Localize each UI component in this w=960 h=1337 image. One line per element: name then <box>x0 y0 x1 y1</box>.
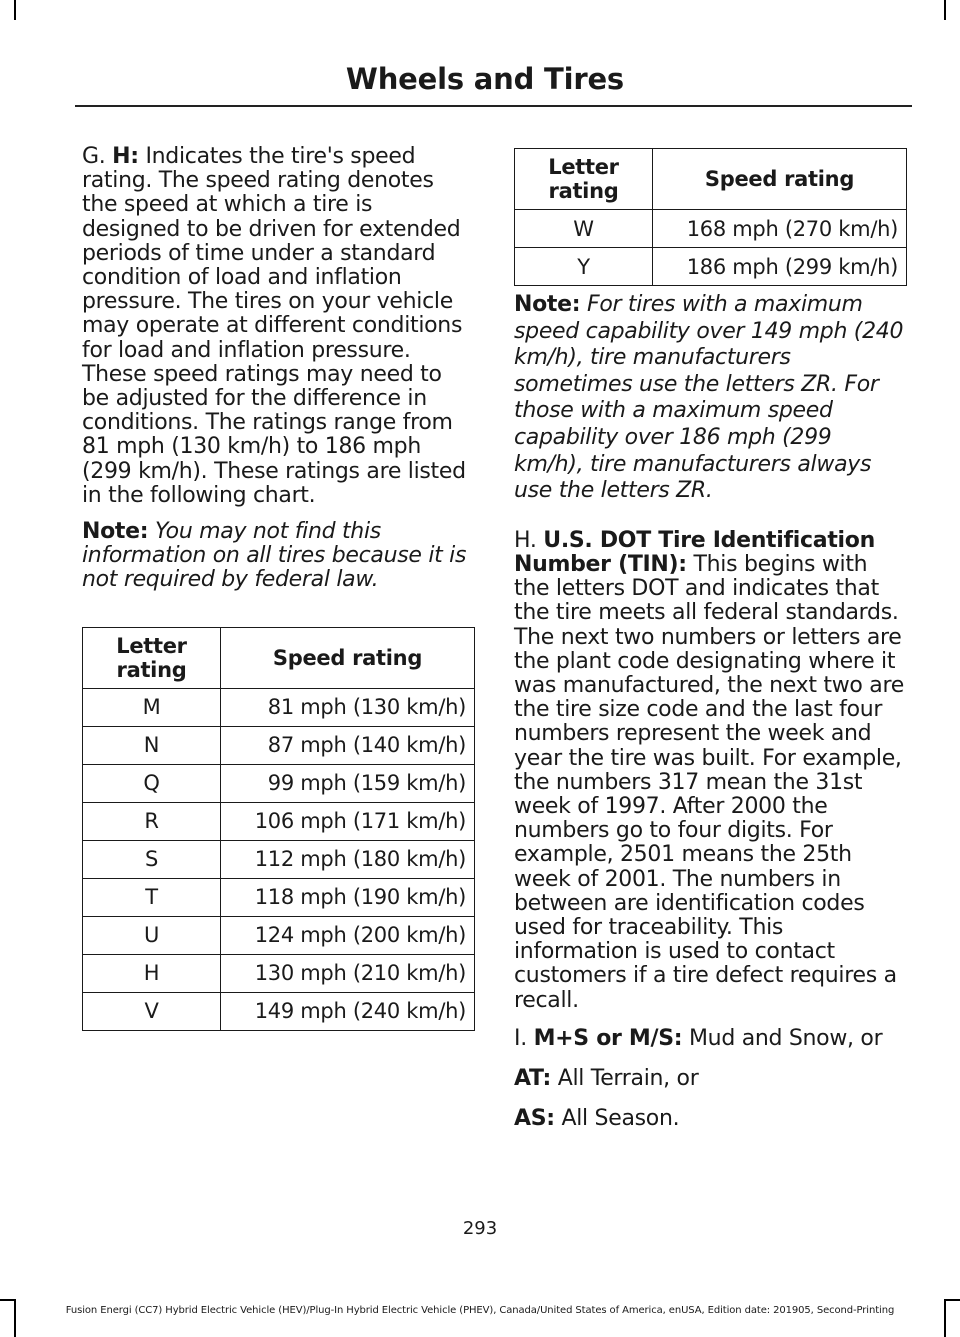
table-row <box>515 210 907 248</box>
page-number: 293 <box>462 1218 498 1239</box>
speed-cell: 112 mph (180 km/h) <box>221 840 475 878</box>
table-row <box>83 916 475 954</box>
left-column <box>82 145 475 1031</box>
table-row <box>83 688 475 726</box>
paragraph-i <box>514 1027 907 1051</box>
note-zr <box>514 292 907 505</box>
letter-cell: N <box>83 726 221 764</box>
speed-cell: 124 mph (200 km/h) <box>221 916 475 954</box>
letter-cell: V <box>83 992 221 1030</box>
speed-cell: 87 mph (140 km/h) <box>221 726 475 764</box>
letter-cell: U <box>83 916 221 954</box>
para-as-label: AS: <box>514 1106 555 1132</box>
speed-cell: 106 mph (171 km/h) <box>221 802 475 840</box>
note-label: Note: <box>514 292 581 317</box>
crop-mark-top-left <box>0 0 16 20</box>
header-speed-rating: Speed rating <box>221 627 475 688</box>
letter-cell: M <box>83 688 221 726</box>
speed-cell: 81 mph (130 km/h) <box>221 688 475 726</box>
para-at-text: All Terrain, or <box>551 1066 699 1092</box>
speed-cell: 186 mph (299 km/h) <box>653 248 907 286</box>
para-i-prefix: I. <box>514 1025 534 1051</box>
header-letter-rating: Letter rating <box>83 627 221 688</box>
para-i-text: Mud and Snow, or <box>682 1025 883 1051</box>
para-i-label: M+S or M/S: <box>533 1025 683 1051</box>
footer-edition-text: Fusion Energi (CC7) Hybrid Electric Vehicle (HEV)/Plug-In Hybrid Electric Vehicle (PHEV), Canada/United States of America, enUSA, Edition date: 201905, Second-Printing <box>65 1305 895 1316</box>
note-text: You may not find this information on all tires because it is not required by federal law. <box>82 519 467 593</box>
note-text: For tires with a maximum speed capability over 149 mph (240 km/h), tire manufacturers sometimes use the letters ZR. For those with a maximum speed capability over 186 mph (299 km/h), tire manufacturers always use the letters ZR. <box>514 292 904 504</box>
table-row <box>83 954 475 992</box>
speed-cell: 168 mph (270 km/h) <box>653 210 907 248</box>
note-federal-law <box>82 520 475 593</box>
table-row <box>83 878 475 916</box>
letter-cell: H <box>83 954 221 992</box>
para-at-label: AT: <box>514 1066 552 1092</box>
table-row <box>83 726 475 764</box>
right-column <box>514 148 907 1131</box>
para-as-text: All Season. <box>554 1106 680 1132</box>
header-speed-rating: Speed rating <box>653 149 907 210</box>
speed-cell: 99 mph (159 km/h) <box>221 764 475 802</box>
speed-cell: 118 mph (190 km/h) <box>221 878 475 916</box>
letter-cell: T <box>83 878 221 916</box>
paragraph-at <box>514 1067 907 1091</box>
table-header-row <box>515 149 907 210</box>
table-row <box>83 992 475 1030</box>
table-header-row <box>83 627 475 688</box>
speed-cell: 149 mph (240 km/h) <box>221 992 475 1030</box>
letter-cell: S <box>83 840 221 878</box>
paragraph-as <box>514 1107 907 1131</box>
crop-mark-top-right <box>944 0 960 20</box>
speed-rating-table-left <box>82 627 475 1031</box>
table-row <box>515 248 907 286</box>
para-h-label: U.S. DOT Tire Identification Number (TIN): <box>514 527 875 577</box>
para-g-prefix: G. <box>82 144 113 169</box>
letter-cell: R <box>83 802 221 840</box>
speed-cell: 130 mph (210 km/h) <box>221 954 475 992</box>
para-g-label: H: <box>112 144 139 169</box>
table-row <box>83 764 475 802</box>
letter-cell: Q <box>83 764 221 802</box>
paragraph-g <box>82 145 475 508</box>
header-rule <box>75 105 912 107</box>
paragraph-h <box>514 529 907 1013</box>
para-h-prefix: H. <box>514 527 544 553</box>
note-label: Note: <box>82 519 149 545</box>
page-title: Wheels and Tires <box>345 62 624 96</box>
letter-cell: W <box>515 210 653 248</box>
para-h-text: This begins with the letters DOT and indicates that the tire meets all federal standards. The next two numbers or letters are the plant code designating where it was manufactured, the next two are the tire size code and the last four numbers represent the week and year the tire was built. For example, the numbers 317 mean the 31st week of 1997. After 2000 the numbers go to four digits. For example, 2501 means the 25th week of 2001. The numbers in between are identification codes used for traceability. This information is used to contact customers if a tire defect requires a recall. <box>514 551 904 1013</box>
table-row <box>83 802 475 840</box>
letter-cell: Y <box>515 248 653 286</box>
para-g-text: Indicates the tire's speed rating. The speed rating denotes the speed at which a tire is designed to be driven for extended periods of time under a standard condition of load and inflation pressure. The tires on your vehicle may operate at different conditions for load and inflation pressure. These speed ratings may need to be adjusted for the difference in conditions. The ratings range from 81 mph (130 km/h) to 186 mph (299 km/h). These ratings are listed in the following chart. <box>82 144 466 508</box>
header-letter-rating: Letter rating <box>515 149 653 210</box>
table-row <box>83 840 475 878</box>
speed-rating-table-right <box>514 148 907 286</box>
